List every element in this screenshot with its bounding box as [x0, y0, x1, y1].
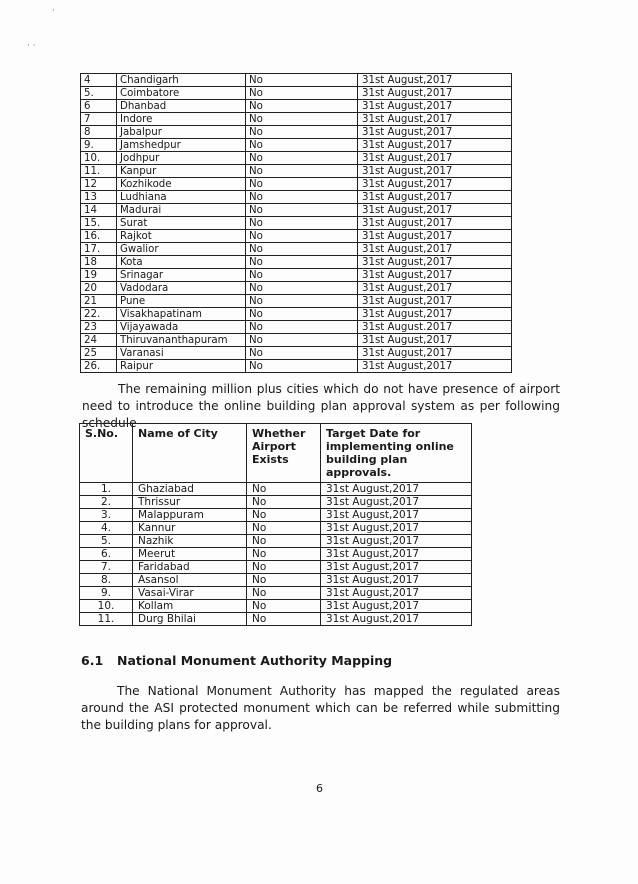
- cell-sno: 26.: [81, 360, 117, 373]
- cell-date: 31st August,2017: [321, 600, 472, 613]
- table-row: [81, 334, 512, 347]
- table-row: [81, 100, 512, 113]
- cell-city: Thrissur: [133, 496, 247, 509]
- cell-sno: 14: [81, 204, 117, 217]
- table-row: [80, 600, 472, 613]
- table-row: [81, 321, 512, 334]
- cell-airport: No: [246, 334, 358, 347]
- cell-sno: 24: [81, 334, 117, 347]
- cell-sno: 6.: [80, 548, 133, 561]
- cell-sno: 10.: [80, 600, 133, 613]
- cell-sno: 4: [81, 74, 117, 87]
- cell-date: 31st August,2017: [358, 74, 512, 87]
- cell-sno: 7: [81, 113, 117, 126]
- cell-date: 31st August,2017: [358, 139, 512, 152]
- cell-date: 31st August,2017: [358, 282, 512, 295]
- table-row: [80, 561, 472, 574]
- cell-airport: No: [246, 360, 358, 373]
- cell-sno: 18: [81, 256, 117, 269]
- cell-airport: No: [246, 243, 358, 256]
- cell-city: Visakhapatinam: [117, 308, 246, 321]
- cell-city: Gwalior: [117, 243, 246, 256]
- table-row: [81, 256, 512, 269]
- cell-city: Jodhpur: [117, 152, 246, 165]
- cell-city: Nazhik: [133, 535, 247, 548]
- cell-date: 31st August,2017: [358, 191, 512, 204]
- cell-sno: 9.: [81, 139, 117, 152]
- cell-city: Surat: [117, 217, 246, 230]
- cell-date: 31st August,2017: [321, 509, 472, 522]
- table-row: [81, 191, 512, 204]
- cell-sno: 9.: [80, 587, 133, 600]
- header-city: Name of City: [133, 424, 247, 483]
- scan-speck: ·: [52, 6, 55, 16]
- cell-airport: No: [247, 600, 321, 613]
- cell-city: Pune: [117, 295, 246, 308]
- cell-city: Faridabad: [133, 561, 247, 574]
- table-row: [81, 139, 512, 152]
- cell-city: Coimbatore: [117, 87, 246, 100]
- cell-airport: No: [247, 522, 321, 535]
- cell-airport: No: [246, 191, 358, 204]
- scan-speck: · ·: [27, 41, 36, 51]
- cell-airport: No: [246, 204, 358, 217]
- cell-airport: No: [247, 561, 321, 574]
- cell-airport: No: [246, 178, 358, 191]
- table-row: [81, 295, 512, 308]
- cell-sno: 22.: [81, 308, 117, 321]
- cell-airport: No: [246, 152, 358, 165]
- table-row: [81, 217, 512, 230]
- header-airport: Whether Airport Exists: [247, 424, 321, 483]
- cell-date: 31st August,2017: [358, 347, 512, 360]
- cell-date: 31st August,2017: [321, 587, 472, 600]
- cell-sno: 11.: [80, 613, 133, 626]
- cell-airport: No: [247, 483, 321, 496]
- cell-sno: 20: [81, 282, 117, 295]
- cell-city: Madurai: [117, 204, 246, 217]
- cell-sno: 25: [81, 347, 117, 360]
- cell-airport: No: [246, 282, 358, 295]
- section-heading: [81, 653, 392, 668]
- cell-sno: 7.: [80, 561, 133, 574]
- table-row: [81, 87, 512, 100]
- table-row: [80, 522, 472, 535]
- cell-city: Dhanbad: [117, 100, 246, 113]
- cell-city: Kota: [117, 256, 246, 269]
- section-body-text: The National Monument Authority has mapped the regulated areas around the ASI protected monument which can be referred while submitting the building plans for approval.: [81, 684, 560, 732]
- table-header-row: [80, 424, 472, 483]
- cell-sno: 21: [81, 295, 117, 308]
- cell-city: Raipur: [117, 360, 246, 373]
- cell-sno: 10.: [81, 152, 117, 165]
- cell-city: Vasai-Virar: [133, 587, 247, 600]
- cell-date: 31st August,2017: [321, 613, 472, 626]
- table-row: [81, 113, 512, 126]
- table-row: [81, 152, 512, 165]
- header-target-date: Target Date for implementing online building plan approvals.: [321, 424, 472, 483]
- airport-cities-table: [80, 73, 512, 373]
- cell-date: 31st August,2017: [358, 165, 512, 178]
- cell-city: Asansol: [133, 574, 247, 587]
- cell-sno: 5.: [80, 535, 133, 548]
- cell-city: Durg Bhilai: [133, 613, 247, 626]
- table-row: [81, 243, 512, 256]
- schedule-paragraph-text: The remaining million plus cities which do not have presence of airport need to introduce the online building plan approval system as per following schedule: [82, 382, 560, 430]
- cell-sno: 16.: [81, 230, 117, 243]
- cell-airport: No: [247, 574, 321, 587]
- page-number: 6: [316, 782, 323, 795]
- cell-date: 31st August,2017: [358, 126, 512, 139]
- cell-city: Kanpur: [117, 165, 246, 178]
- cell-date: 31st August,2017: [321, 548, 472, 561]
- cell-date: 31st August,2017: [358, 256, 512, 269]
- cell-airport: No: [246, 269, 358, 282]
- table-row: [81, 165, 512, 178]
- cell-date: 31st August,2017: [358, 334, 512, 347]
- cell-airport: No: [247, 535, 321, 548]
- cell-sno: 8: [81, 126, 117, 139]
- table-row: [81, 204, 512, 217]
- table-row: [81, 74, 512, 87]
- cell-city: Jabalpur: [117, 126, 246, 139]
- cell-airport: No: [246, 217, 358, 230]
- cell-sno: 12: [81, 178, 117, 191]
- table-row: [80, 574, 472, 587]
- cell-sno: 17.: [81, 243, 117, 256]
- cell-airport: No: [246, 165, 358, 178]
- table-row: [81, 230, 512, 243]
- cell-airport: No: [246, 74, 358, 87]
- table-row: [80, 535, 472, 548]
- cell-date: 31st August,2017: [358, 230, 512, 243]
- cell-date: 31st August,2017: [358, 217, 512, 230]
- cell-date: 31st August,2017: [358, 152, 512, 165]
- table-row: [80, 613, 472, 626]
- cell-date: 31st August,2017: [358, 87, 512, 100]
- cell-airport: No: [246, 230, 358, 243]
- cell-date: 31st August,2017: [358, 178, 512, 191]
- cell-airport: No: [246, 100, 358, 113]
- cell-date: 31st August,2017: [321, 496, 472, 509]
- cell-city: Malappuram: [133, 509, 247, 522]
- cell-city: Ghaziabad: [133, 483, 247, 496]
- cell-date: 31st August,2017: [358, 295, 512, 308]
- cell-date: 31st August,2017: [321, 483, 472, 496]
- cell-airport: No: [246, 308, 358, 321]
- cell-sno: 2.: [80, 496, 133, 509]
- section-body: [81, 683, 560, 734]
- cell-airport: No: [247, 548, 321, 561]
- cell-date: 31st August,2017: [321, 522, 472, 535]
- cell-city: Kollam: [133, 600, 247, 613]
- table-row: [80, 496, 472, 509]
- cell-city: Varanasi: [117, 347, 246, 360]
- cell-city: Indore: [117, 113, 246, 126]
- cell-city: Vadodara: [117, 282, 246, 295]
- table-row: [80, 548, 472, 561]
- cell-date: 31st August,2017: [321, 574, 472, 587]
- cell-sno: 1.: [80, 483, 133, 496]
- cell-airport: No: [246, 321, 358, 334]
- cell-sno: 13: [81, 191, 117, 204]
- table-row: [80, 509, 472, 522]
- cell-city: Ludhiana: [117, 191, 246, 204]
- cell-city: Kannur: [133, 522, 247, 535]
- cell-city: Srinagar: [117, 269, 246, 282]
- header-sno: S.No.: [80, 424, 133, 483]
- table-row: [81, 282, 512, 295]
- cell-date: 31st August,2017: [358, 269, 512, 282]
- cell-city: Thiruvananthapuram: [117, 334, 246, 347]
- cell-date: 31st August,2017: [321, 561, 472, 574]
- cell-airport: No: [246, 113, 358, 126]
- cell-airport: No: [246, 87, 358, 100]
- table-row: [81, 347, 512, 360]
- cell-sno: 23: [81, 321, 117, 334]
- cell-sno: 6: [81, 100, 117, 113]
- table-row: [80, 587, 472, 600]
- cell-airport: No: [246, 256, 358, 269]
- cell-date: 31st August,2017: [358, 360, 512, 373]
- table-row: [81, 126, 512, 139]
- cell-city: Vijayawada: [117, 321, 246, 334]
- cell-city: Meerut: [133, 548, 247, 561]
- table-row: [81, 269, 512, 282]
- section-title: National Monument Authority Mapping: [117, 653, 393, 668]
- cell-date: 31st August,2017: [358, 100, 512, 113]
- cell-date: 31st August,2017: [358, 113, 512, 126]
- cell-sno: 3.: [80, 509, 133, 522]
- cell-airport: No: [247, 587, 321, 600]
- cell-airport: No: [246, 139, 358, 152]
- cell-city: Kozhikode: [117, 178, 246, 191]
- cell-city: Rajkot: [117, 230, 246, 243]
- table-row: [81, 360, 512, 373]
- table-row: [80, 483, 472, 496]
- cell-airport: No: [246, 126, 358, 139]
- cell-date: 31st August.2017: [358, 321, 512, 334]
- cell-airport: No: [247, 613, 321, 626]
- cell-date: 31st August,2017: [321, 535, 472, 548]
- cell-city: Jamshedpur: [117, 139, 246, 152]
- cell-sno: 15.: [81, 217, 117, 230]
- cell-sno: 4.: [80, 522, 133, 535]
- cell-sno: 11.: [81, 165, 117, 178]
- non-airport-cities-table: [79, 423, 472, 626]
- cell-city: Chandigarh: [117, 74, 246, 87]
- section-number: 6.1: [81, 653, 104, 668]
- table-row: [81, 308, 512, 321]
- cell-airport: No: [247, 509, 321, 522]
- table-row: [81, 178, 512, 191]
- cell-sno: 8.: [80, 574, 133, 587]
- cell-date: 31st August,2017: [358, 308, 512, 321]
- cell-sno: 5.: [81, 87, 117, 100]
- cell-date: 31st August,2017: [358, 243, 512, 256]
- cell-airport: No: [246, 295, 358, 308]
- cell-date: 31st August,2017: [358, 204, 512, 217]
- cell-airport: No: [246, 347, 358, 360]
- cell-sno: 19: [81, 269, 117, 282]
- cell-airport: No: [247, 496, 321, 509]
